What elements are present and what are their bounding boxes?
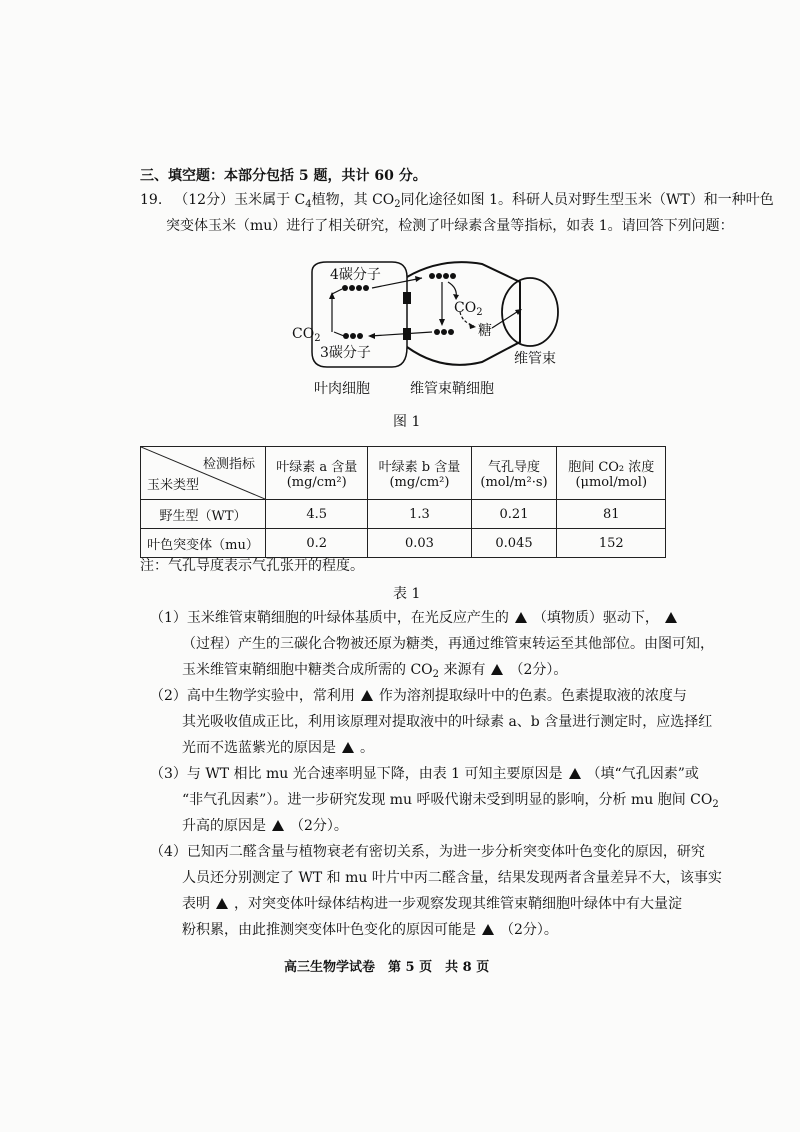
q3-line-3: 升高的原因是 （2分）。 <box>182 818 348 834</box>
q2-line-1: （2）高中生物学实验中，常利用 作为溶剂提取绿叶中的色素。色素提取液的浓度与 <box>150 688 687 704</box>
table-row: 野生型（WT） 4.5 1.3 0.21 81 <box>141 500 666 529</box>
q2-line-2: 其光吸收值成正比，利用该原理对提取液中的叶绿素 a、b 含量进行测定时，应选择红 <box>182 714 713 730</box>
q1-line-3: 玉米维管束鞘细胞中糖类合成所需的 $CO_2$ 来源有 （2分）。 <box>182 662 568 680</box>
table-header-row <box>141 447 666 500</box>
corner-label-types: 玉米类型 <box>147 478 200 493</box>
table-note: 注：气孔导度表示气孔张开的程度。 <box>140 558 364 574</box>
q4-line-4: 粉积累，由此推测突变体叶色变化的原因可能是 （2分）。 <box>182 922 558 938</box>
four-carbon-dots-left <box>342 285 369 291</box>
answer-blank[interactable] <box>476 920 500 940</box>
table-row: 叶色突变体（mu） 0.2 0.03 0.045 152 <box>141 529 666 558</box>
q2-line-3: 光而不选蓝紫光的原因是 。 <box>182 740 374 756</box>
answer-blank[interactable] <box>563 764 587 784</box>
plasmodesma-top <box>403 292 411 304</box>
triangle-icon <box>515 612 527 623</box>
label-mesophyll-cell: 叶肉细胞 <box>314 381 370 397</box>
question-intro-line-1: 19. （12分）玉米属于 $C_4$植物，其 $CO_2$同化途径如图 1。科研人员对野生型玉米（WT）和一种叶色 <box>140 192 774 210</box>
three-carbon-dots-left <box>343 333 363 339</box>
answer-blank[interactable] <box>210 894 234 914</box>
triangle-icon <box>342 742 354 753</box>
triangle-icon <box>361 690 373 701</box>
figure-1-diagram <box>282 252 572 402</box>
page-footer: 高三生物学试卷 第 5 页 共 8 页 <box>284 960 490 975</box>
label-sugar: 糖 <box>478 323 492 339</box>
table-1 <box>140 446 666 558</box>
label-sheath-cell: 维管束鞘细胞 <box>410 381 494 397</box>
table-1-caption: 表 1 <box>393 586 421 602</box>
arrow-3c-return <box>370 332 432 336</box>
question-intro-line-2: 突变体玉米（mu）进行了相关研究，检测了叶绿素含量等指标，如表 1。请回答下列问题： <box>166 218 734 234</box>
triangle-icon <box>272 820 284 831</box>
label-co2-inner: $CO_2$ <box>454 300 483 318</box>
question-number: 19. <box>140 192 163 208</box>
header-intercellular-co2: 胞间 CO₂ 浓度 (μmol/mol) <box>557 447 666 500</box>
answer-blank[interactable] <box>509 608 533 628</box>
table-corner-cell <box>141 447 266 500</box>
q1-line-1: （1）玉米维管束鞘细胞的叶绿体基质中，在光反应产生的 （填物质）驱动下， <box>150 608 683 628</box>
four-carbon-dots-right <box>429 273 456 279</box>
header-chl-b: 叶绿素 b 含量 (mg/cm²) <box>368 447 471 500</box>
arrow-sugar-to-vascular <box>492 310 520 328</box>
q4-line-2: 人员还分别测定了 WT 和 mu 叶片中丙二醛含量，结果发现两者含量差异不大，该事实 <box>182 870 722 886</box>
header-stomatal: 气孔导度 (mol/m²·s) <box>471 447 557 500</box>
answer-blank[interactable] <box>485 660 509 680</box>
label-co2-left: $CO_2$ <box>292 326 321 344</box>
answer-blank[interactable] <box>336 738 360 758</box>
triangle-icon <box>216 898 228 909</box>
vascular-bundle-shape <box>502 278 558 346</box>
answer-blank[interactable] <box>266 816 290 836</box>
triangle-icon <box>569 768 581 779</box>
triangle-icon <box>665 612 677 623</box>
q1-line-2: （过程）产生的三碳化合物被还原为糖类，再通过维管束转运至其他部位。由图可知， <box>182 636 714 652</box>
triangle-icon <box>491 664 503 675</box>
figure-1-caption: 图 1 <box>393 414 421 430</box>
label-3c-molecule: 3碳分子 <box>320 345 371 361</box>
section-title: 三、填空题：本部分包括 5 题，共计 60 分。 <box>140 168 427 184</box>
corner-label-indicators: 检测指标 <box>202 457 255 472</box>
three-carbon-dots-right <box>434 329 454 335</box>
header-chl-a: 叶绿素 a 含量 (mg/cm²) <box>266 447 368 500</box>
label-vascular-bundle: 维管束 <box>514 351 556 367</box>
triangle-icon <box>482 924 494 935</box>
answer-blank[interactable] <box>659 608 683 628</box>
answer-blank[interactable] <box>355 686 379 706</box>
q4-line-3: 表明 ，对突变体叶绿体结构进一步观察发现其维管束鞘细胞叶绿体中有大量淀 <box>182 896 682 912</box>
label-4c-molecule: 4碳分子 <box>330 267 381 283</box>
q4-line-1: （4）已知丙二醛含量与植物衰老有密切关系，为进一步分析突变体叶色变化的原因，研究 <box>150 844 705 860</box>
q3-line-2: “非气孔因素”）。进一步研究发现 mu 呼吸代谢未受到明显的影响，分析 mu 胞间 $CO_2$ <box>182 792 719 810</box>
q3-line-1: （3）与 WT 相比 mu 光合速率明显下降，由表 1 可知主要原因是 （填“气孔因素”或 <box>150 766 699 782</box>
